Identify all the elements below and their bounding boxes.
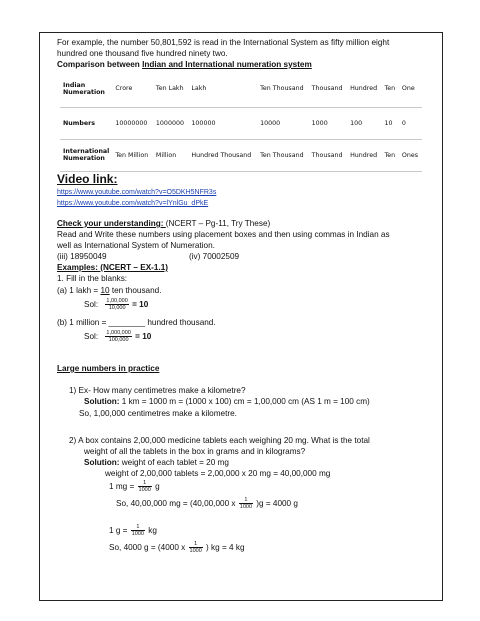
table-cell: Ones: [399, 139, 422, 171]
examples-qb: (b) 1 million = ________ hundred thousand.: [57, 318, 216, 327]
problem-2-question-2: weight of all the tablets in the box in grams and in kilograms?: [84, 447, 306, 456]
table-cell: Crore: [112, 71, 153, 107]
table-cell: Ten Lakh: [153, 71, 189, 107]
sol-b: Sol: $\frac{1,000,000}{100,000}$ = 10: [84, 330, 152, 344]
fraction: $\frac{1}{1000}$: [138, 480, 151, 494]
table-cell: Hundred: [347, 71, 381, 107]
sol-b-fraction: $\frac{1,000,000}{100,000}$: [106, 330, 131, 344]
examples-q1: 1. Fill in the blanks:: [57, 274, 128, 283]
table-cell: Hundred: [347, 139, 381, 171]
problem-2-line-5: So, 4000 g = (4000 x $\frac{1}{1000}$ ) kg = 4 kg: [109, 541, 245, 555]
table-cell: Ten Million: [112, 139, 153, 171]
table-cell: 10000000: [112, 107, 153, 139]
table-cell: 0: [399, 107, 422, 139]
video-link-heading: Video link:: [57, 172, 118, 186]
intro-line-2: hundred one thousand five hundred ninety two.: [57, 49, 228, 58]
check-line-2: well as International System of Numeration.: [57, 241, 215, 250]
video-link-2[interactable]: https://www.youtube.com/watch?v=lYnlGu_dPkE: [57, 200, 209, 207]
problem-2-question-1: 2) A box contains 2,00,000 medicine tablets each weighing 20 mg. What is the total: [69, 436, 370, 445]
table-cell: Thousand: [309, 71, 347, 107]
table-cell: Hundred Thousand: [188, 139, 257, 171]
table-cell: Ten Thousand: [257, 139, 309, 171]
problem-1-question: 1) Ex- How many centimetres make a kilometre?: [69, 386, 246, 395]
comparison-heading: Comparison between Indian and International numeration system: [57, 60, 312, 69]
table-cell: Million: [153, 139, 189, 171]
sol-a: Sol: $\frac{1,00,000}{10,000}$ = 10: [84, 298, 149, 312]
worksheet-page: [39, 32, 443, 601]
table-cell: 100000: [188, 107, 257, 139]
table-cell: 10000: [257, 107, 309, 139]
problem-2-line-1: weight of 2,00,000 tablets = 2,00,000 x 20 mg = 40,00,000 mg: [105, 469, 331, 478]
table-row-header: Indian Numeration: [60, 71, 112, 107]
problem-2-line-4: 1 g = $\frac{1}{1000}$ kg: [109, 524, 157, 538]
numeration-comparison-table: [60, 71, 422, 172]
intro-line-1: For example, the number 50,801,592 is read in the International System as fifty million eight: [57, 38, 390, 47]
check-line-1: Read and Write these numbers using placement boxes and then using commas in Indian as: [57, 230, 390, 239]
video-link-1[interactable]: https://www.youtube.com/watch?v=O5DKH5NFR3s: [57, 189, 217, 196]
table-cell: Thousand: [309, 139, 347, 171]
table-cell: Ten: [382, 71, 399, 107]
fraction: $\frac{1}{1000}$: [189, 541, 202, 555]
table-cell: 100: [347, 107, 381, 139]
problem-2-solution: Solution: weight of each tablet = 20 mg: [84, 458, 229, 467]
problem-2-line-3: So, 40,00,000 mg = (40,00,000 x $\frac{1}{1000}$ )g = 4000 g: [116, 497, 298, 511]
fraction: $\frac{1}{1000}$: [239, 497, 253, 511]
table-cell: Lakh: [188, 71, 257, 107]
problem-2-line-2: 1 mg = $\frac{1}{1000}$ g: [109, 480, 160, 494]
examples-qa: (a) 1 lakh = 10 ten thousand.: [57, 286, 162, 295]
table-row: [60, 107, 422, 139]
examples-heading: Examples: (NCERT – EX-1.1): [57, 263, 169, 272]
table-row: [60, 71, 422, 107]
table-row-header: Numbers: [60, 107, 112, 139]
check-item-iv: (iv) 70002509: [189, 252, 240, 261]
large-numbers-heading: Large numbers in practice: [57, 364, 160, 373]
table-row: [60, 139, 422, 171]
fraction: $\frac{1}{1000}$: [131, 524, 144, 538]
table-cell: 10: [382, 107, 399, 139]
sol-a-fraction: $\frac{1,00,000}{10,000}$: [106, 298, 128, 312]
table-cell: 1000000: [153, 107, 189, 139]
table-cell: Ten Thousand: [257, 71, 309, 107]
table-row-header: International Numeration: [60, 139, 112, 171]
check-item-iii: (iii) 18950049: [57, 252, 107, 261]
problem-1-solution: Solution: 1 km = 1000 m = (1000 x 100) cm = 1,00,000 cm (AS 1 m = 100 cm): [84, 397, 370, 406]
problem-1-conclusion: So, 1,00,000 centimetres make a kilometre.: [79, 409, 237, 418]
table-cell: 1000: [309, 107, 347, 139]
table-cell: One: [399, 71, 422, 107]
table-cell: Ten: [382, 139, 399, 171]
check-understanding-line: Check your understanding: (NCERT – Pg-11, Try These): [57, 219, 271, 228]
